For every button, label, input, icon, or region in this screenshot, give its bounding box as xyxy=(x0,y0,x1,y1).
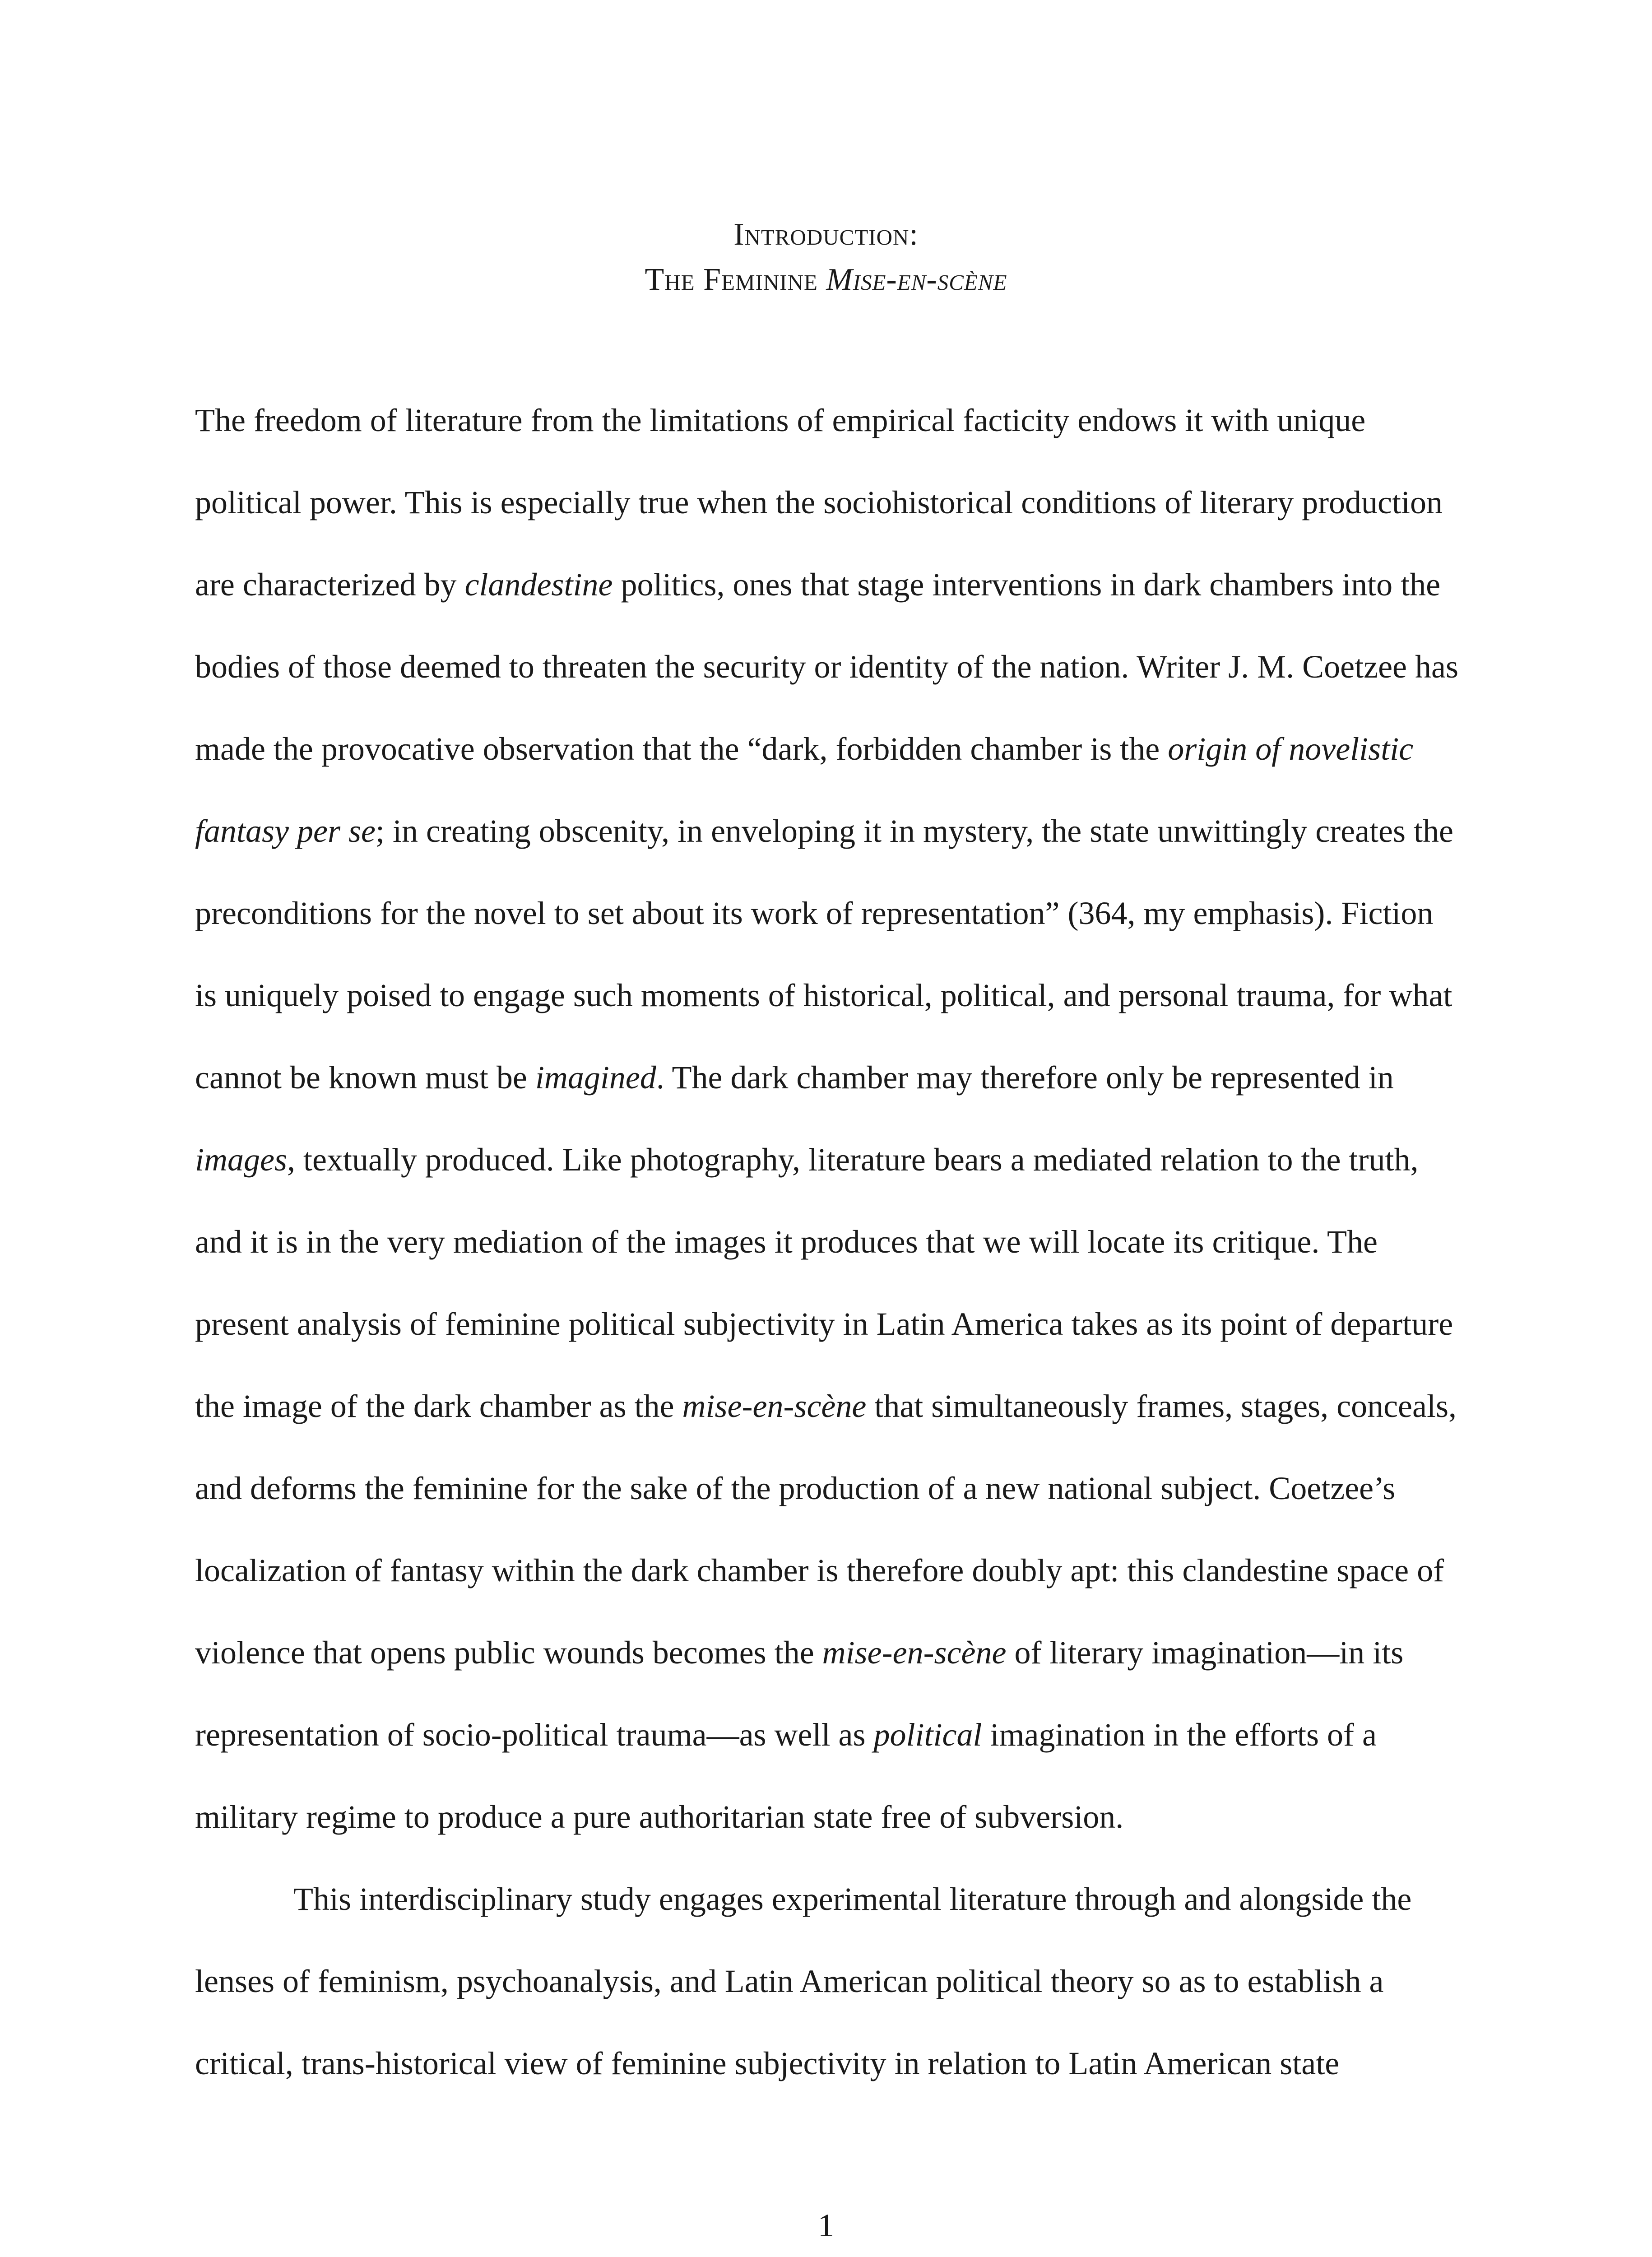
chapter-heading-line2-prefix: The Feminine xyxy=(645,262,826,297)
text-run: localization of fantasy within the dark chamber is therefore doubly apt: this clandestine space of xyxy=(195,1552,1444,1588)
text-line xyxy=(195,1119,1459,1201)
text-run: This interdisciplinary study engages experimental literature through and alongside the xyxy=(293,1881,1412,1917)
text-line xyxy=(195,1283,1459,1365)
text-run: present analysis of feminine political subjectivity in Latin America takes as its point of departure xyxy=(195,1306,1453,1342)
text-line xyxy=(195,461,1459,543)
chapter-heading-line2 xyxy=(0,257,1652,302)
text-line xyxy=(195,1858,1459,1940)
text-run: preconditions for the novel to set about its work of representation” (364, my emphasis). Fiction xyxy=(195,895,1434,931)
chapter-heading-line2-italic: Mise-en-scène xyxy=(826,262,1007,297)
text-line xyxy=(195,1611,1459,1694)
italic-text: mise-en-scène xyxy=(682,1388,867,1424)
text-line xyxy=(195,708,1459,790)
text-run: , textually produced. Like photography, literature bears a mediated relation to the truth, xyxy=(287,1142,1419,1178)
chapter-heading xyxy=(0,212,1652,302)
italic-text: origin of novelistic xyxy=(1168,731,1414,767)
text-run: political power. This is especially true when the sociohistorical conditions of literary production xyxy=(195,484,1443,520)
text-run: cannot be known must be xyxy=(195,1059,535,1096)
chapter-heading-line1: Introduction: xyxy=(733,217,919,252)
text-line xyxy=(195,1036,1459,1119)
text-line xyxy=(195,626,1459,708)
text-line xyxy=(195,1529,1459,1611)
italic-text: political xyxy=(873,1717,982,1753)
text-run: ; in creating obscenity, in enveloping it in mystery, the state unwittingly creates the xyxy=(375,813,1453,849)
text-line xyxy=(195,954,1459,1036)
text-run: military regime to produce a pure authoritarian state free of subversion. xyxy=(195,1799,1124,1835)
text-line xyxy=(195,1940,1459,2022)
text-run: . The dark chamber may therefore only be represented in xyxy=(656,1059,1394,1096)
page-number: 1 xyxy=(818,2207,834,2243)
text-run: The freedom of literature from the limitations of empirical facticity endows it with unique xyxy=(195,402,1366,438)
text-line xyxy=(195,2022,1459,2104)
text-run: lenses of feminism, psychoanalysis, and Latin American political theory so as to establish a xyxy=(195,1963,1384,1999)
paragraph xyxy=(195,1858,1459,2104)
text-run: of literary imagination—in its xyxy=(1006,1635,1404,1671)
text-line xyxy=(195,379,1459,461)
text-run: bodies of those deemed to threaten the security or identity of the nation. Writer J. M. Coetzee has xyxy=(195,649,1458,685)
text-line xyxy=(195,1201,1459,1283)
text-run: violence that opens public wounds becomes the xyxy=(195,1635,822,1671)
text-run: critical, trans-historical view of feminine subjectivity in relation to Latin American state xyxy=(195,2045,1340,2081)
text-run: imagination in the efforts of a xyxy=(982,1717,1377,1753)
text-run: and it is in the very mediation of the images it produces that we will locate its critique. The xyxy=(195,1224,1378,1260)
text-run: representation of socio-political trauma—as well as xyxy=(195,1717,874,1753)
italic-text: fantasy per se xyxy=(195,813,376,849)
text-run: is uniquely poised to engage such moments of historical, political, and personal trauma, for what xyxy=(195,977,1452,1013)
text-run: politics, ones that stage interventions in dark chambers into the xyxy=(613,567,1441,603)
italic-text: images xyxy=(195,1142,287,1178)
text-line xyxy=(195,1447,1459,1529)
paragraph xyxy=(195,379,1459,1858)
text-run: are characterized by xyxy=(195,567,465,603)
text-run: made the provocative observation that the “dark, forbidden chamber is the xyxy=(195,731,1168,767)
italic-text: clandestine xyxy=(464,567,613,603)
text-run: that simultaneously frames, stages, conceals, xyxy=(866,1388,1457,1424)
text-line xyxy=(195,1694,1459,1776)
italic-text: imagined xyxy=(535,1059,656,1096)
text-run: and deforms the feminine for the sake of the production of a new national subject. Coetzee’s xyxy=(195,1470,1396,1506)
text-line xyxy=(195,1776,1459,1858)
text-line xyxy=(195,543,1459,626)
body-text xyxy=(195,379,1459,2104)
text-line xyxy=(195,790,1459,872)
italic-text: mise-en-scène xyxy=(822,1635,1007,1671)
text-run: the image of the dark chamber as the xyxy=(195,1388,682,1424)
text-line xyxy=(195,872,1459,954)
text-line xyxy=(195,1365,1459,1447)
